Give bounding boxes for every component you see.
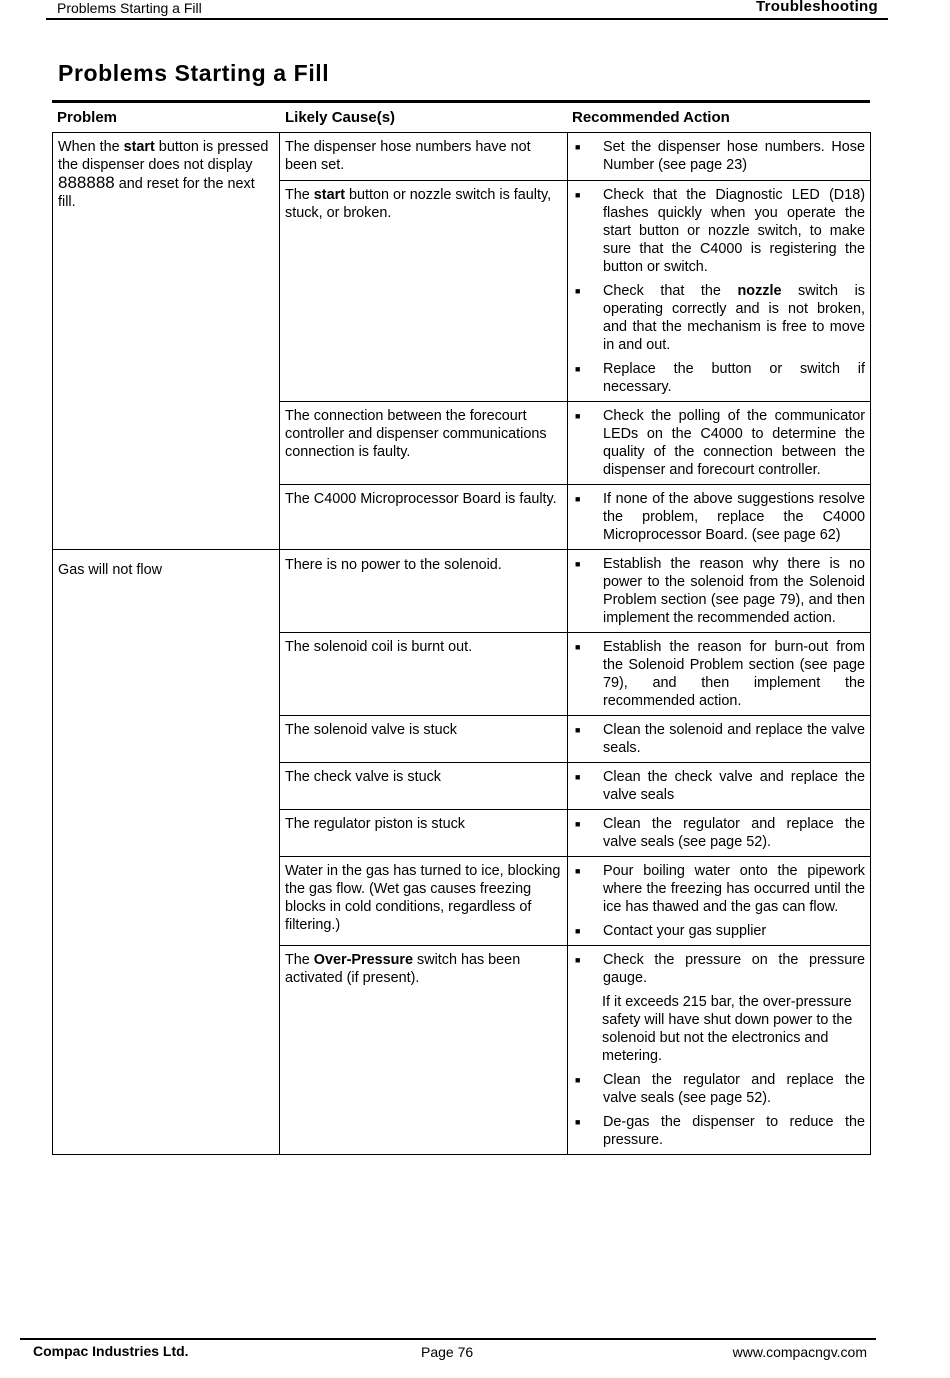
action-item: ■ Establish the reason for burn-out from the Solenoid Problem section (see page 79), and then implement the recommended action. <box>575 639 865 709</box>
bullet-icon: ■ <box>575 772 581 782</box>
bullet-icon: ■ <box>575 559 581 569</box>
action-item: ■ Clean the regulator and replace the valve seals (see page 52). <box>575 1072 865 1106</box>
bullet-icon: ■ <box>575 926 581 936</box>
action-cell <box>568 181 871 402</box>
problem-cell: Gas will not flow <box>53 550 280 1155</box>
table-row <box>53 550 871 633</box>
table-header <box>52 100 870 133</box>
bullet-icon: ■ <box>575 411 581 421</box>
action-cell <box>568 133 871 181</box>
cause-cell: There is no power to the solenoid. <box>280 550 568 633</box>
page-title: Problems Starting a Fill <box>58 60 330 86</box>
action-item: ■ Clean the regulator and replace the valve seals (see page 52). <box>575 816 865 850</box>
column-header-cause: Likely Cause(s) <box>285 109 396 126</box>
bullet-icon: ■ <box>575 286 581 296</box>
footer-company: Compac Industries Ltd. <box>33 1343 189 1359</box>
footer-website: www.compacngv.com <box>732 1344 867 1360</box>
bullet-icon: ■ <box>575 1075 581 1085</box>
column-header-problem: Problem <box>57 109 118 126</box>
bullet-icon: ■ <box>575 955 581 965</box>
bullet-icon: ■ <box>575 190 581 200</box>
action-cell <box>568 857 871 946</box>
action-item: ■ If none of the above suggestions resolve the problem, replace the C4000 Microprocessor Board. (see page 62) <box>575 491 865 543</box>
footer-page-number: Page 76 <box>421 1344 474 1360</box>
bullet-icon: ■ <box>575 494 581 504</box>
problem-cell: When the start button is pressed the dispenser does not display 888888 and reset for the next fill. <box>53 133 280 550</box>
bullet-icon: ■ <box>575 725 581 735</box>
action-item: ■ Clean the solenoid and replace the valve seals. <box>575 722 865 756</box>
header-chapter-title: Troubleshooting <box>756 0 878 15</box>
cause-cell: The regulator piston is stuck <box>280 810 568 857</box>
cause-cell: The start button or nozzle switch is faulty, stuck, or broken. <box>280 181 568 402</box>
action-item: ■ Check the polling of the communicator LEDs on the C4000 to determine the quality of the connection between the dispenser and forecourt controller. <box>575 408 865 478</box>
page-footer <box>20 1338 876 1360</box>
table-row <box>53 133 871 181</box>
cause-cell: The solenoid coil is burnt out. <box>280 633 568 716</box>
action-item: ■ Establish the reason why there is no power to the solenoid from the Solenoid Problem section (see page 79), and then implement the recommended action. <box>575 556 865 626</box>
bullet-icon: ■ <box>575 1117 581 1127</box>
bullet-icon: ■ <box>575 866 581 876</box>
bullet-icon: ■ <box>575 364 581 374</box>
action-cell <box>568 763 871 810</box>
action-cell <box>568 485 871 550</box>
troubleshooting-table <box>52 132 871 1155</box>
action-cell <box>568 402 871 485</box>
action-item: ■ Set the dispenser hose numbers. Hose Number (see page 23) <box>575 139 865 173</box>
cause-cell: The connection between the forecourt controller and dispenser communications connection is faulty. <box>280 402 568 485</box>
bullet-icon: ■ <box>575 642 581 652</box>
cause-cell: The Over-Pressure switch has been activated (if present). <box>280 946 568 1155</box>
cause-cell: The check valve is stuck <box>280 763 568 810</box>
action-item: ■ Check that the Diagnostic LED (D18) flashes quickly when you operate the start button or nozzle switch, to make sure that the C4000 is registering the button or switch. <box>575 187 865 275</box>
header-section-title: Problems Starting a Fill <box>57 0 202 16</box>
bullet-icon: ■ <box>575 819 581 829</box>
action-cell <box>568 633 871 716</box>
page-header <box>46 0 888 20</box>
action-item: ■ Contact your gas supplier <box>575 923 767 939</box>
column-header-action: Recommended Action <box>572 109 730 126</box>
action-item: ■ Clean the check valve and replace the valve seals <box>575 769 865 803</box>
action-item: ■ De-gas the dispenser to reduce the pressure. <box>575 1114 865 1148</box>
action-note: If it exceeds 215 bar, the over-pressure safety will have shut down power to the solenoid but not the electronics and metering. <box>602 994 853 1064</box>
cause-cell: The solenoid valve is stuck <box>280 716 568 763</box>
action-cell <box>568 946 871 1155</box>
action-item: ■ Check the pressure on the pressure gauge. <box>575 952 865 986</box>
action-cell <box>568 810 871 857</box>
cause-cell: Water in the gas has turned to ice, blocking the gas flow. (Wet gas causes freezing blocks in cold conditions, regardless of filtering.) <box>280 857 568 946</box>
action-cell <box>568 550 871 633</box>
cause-cell: The dispenser hose numbers have not been set. <box>280 133 568 181</box>
action-item: ■ Pour boiling water onto the pipework where the freezing has occurred until the ice has thawed and the gas can flow. <box>575 863 865 915</box>
action-cell <box>568 716 871 763</box>
bullet-icon: ■ <box>575 142 581 152</box>
cause-cell: The C4000 Microprocessor Board is faulty. <box>280 485 568 550</box>
action-item: ■ Check that the nozzle switch is operating correctly and is not broken, and that the mechanism is free to move in and out. <box>575 283 865 353</box>
action-item: ■ Replace the button or switch if necessary. <box>575 361 865 395</box>
